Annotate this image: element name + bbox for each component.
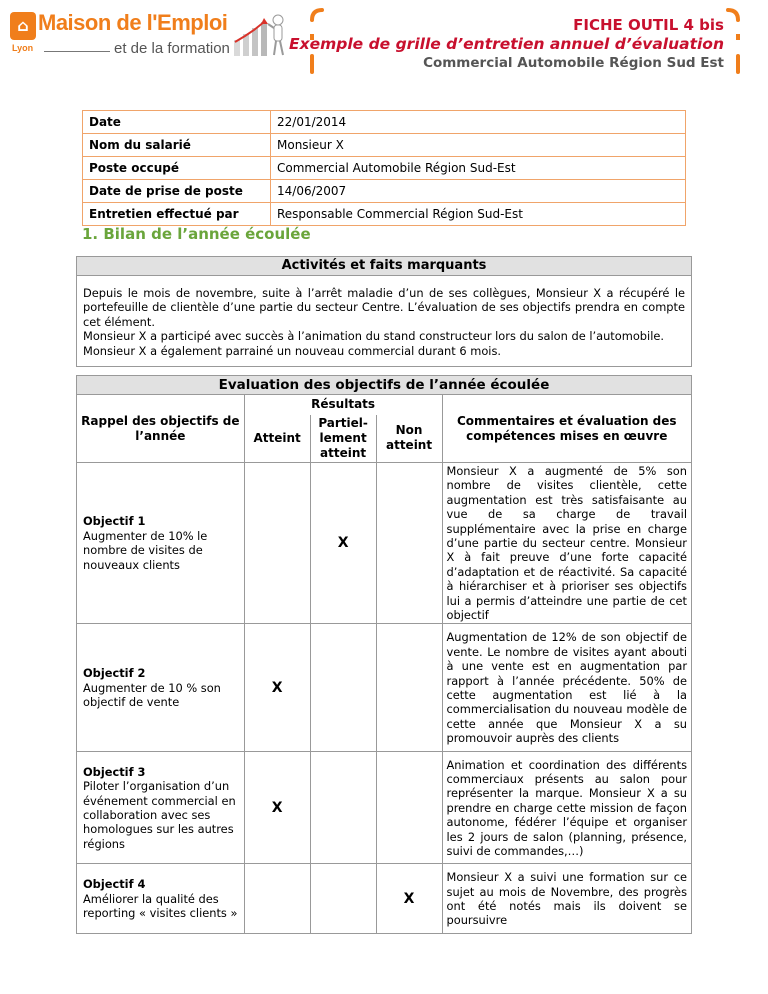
reached-mark bbox=[244, 463, 310, 624]
partial-mark bbox=[310, 624, 376, 752]
reached-mark bbox=[244, 864, 310, 934]
evaluation-heading: Evaluation des objectifs de l’année écoulée bbox=[77, 376, 692, 395]
objective-comment: Animation et coordination des différents commerciaux présents au salon pour représenter la marque. Monsieur X a su prendre en charge cette mission de façon autonome, fédérer l’équipe et organiser les 2 jours de salon (planning, présence, suivi de commandes,…) bbox=[442, 752, 691, 864]
info-label: Date de prise de poste bbox=[83, 180, 271, 203]
not-reached-mark: X bbox=[376, 864, 442, 934]
activities-box bbox=[76, 256, 692, 367]
job-title-heading: Commercial Automobile Région Sud Est bbox=[423, 55, 724, 71]
objective-title: Objectif 3 bbox=[83, 764, 146, 779]
reached-mark: X bbox=[244, 752, 310, 864]
info-row bbox=[83, 203, 686, 226]
objective-row bbox=[77, 463, 692, 624]
info-value: Monsieur X bbox=[271, 134, 686, 157]
document-subtitle: Exemple de grille d’entretien annuel d’évaluation bbox=[289, 35, 724, 53]
objective-description: Augmenter de 10% le nombre de visites de nouveaux clients bbox=[83, 528, 208, 572]
tool-sheet-title: FICHE OUTIL 4 bis bbox=[573, 16, 724, 34]
not-reached-mark bbox=[376, 752, 442, 864]
activities-text bbox=[77, 276, 691, 366]
info-label: Nom du salarié bbox=[83, 134, 271, 157]
house-icon: ⌂ bbox=[10, 12, 36, 40]
info-value: Commercial Automobile Région Sud-Est bbox=[271, 157, 686, 180]
results-column-header: Résultats bbox=[244, 395, 442, 415]
document-title-block bbox=[289, 16, 724, 71]
objective-cell bbox=[77, 752, 245, 864]
objective-row bbox=[77, 624, 692, 752]
objective-title: Objectif 1 bbox=[83, 514, 146, 529]
logo-divider bbox=[44, 51, 110, 52]
activities-heading: Activités et faits marquants bbox=[77, 257, 691, 276]
info-label: Poste occupé bbox=[83, 157, 271, 180]
reached-column-header: Atteint bbox=[244, 415, 310, 463]
logo-subtitle: et de la formation bbox=[114, 40, 230, 57]
section-title: 1. Bilan de l’année écoulée bbox=[82, 225, 311, 243]
info-label: Date bbox=[83, 111, 271, 134]
logo-city: Lyon bbox=[12, 43, 34, 53]
info-value: 22/01/2014 bbox=[271, 111, 686, 134]
objective-comment: Monsieur X a augmenté de 5% son nombre de visites clientèle, cette augmentation est très satisfaisante au vue de sa charge de travail supplémentaire avec la prise en charge d’une partie du secteur centre. Monsieur X à fait preuve d’une forte capacité d’adaptation et de réactivité. Sa capacité à hiérarchiser et à prioriser ses objectifs lui a permis d’atteindre une partie de cet objectif bbox=[442, 463, 691, 624]
maison-emploi-logo bbox=[10, 10, 230, 57]
info-row bbox=[83, 157, 686, 180]
activities-paragraph: Monsieur X a participé avec succès à l’animation du stand constructeur lors du salon de l’automobile. bbox=[83, 329, 665, 344]
info-row bbox=[83, 111, 686, 134]
info-value: Responsable Commercial Région Sud-Est bbox=[271, 203, 686, 226]
growth-chart-icon bbox=[232, 10, 290, 58]
info-value: 14/06/2007 bbox=[271, 180, 686, 203]
activities-paragraph: Depuis le mois de novembre, suite à l’arrêt maladie d’un de ses collègues, Monsieur X a récupéré le portefeuille de clientèle d’une partie du secteur Centre. L’évaluation de ses objectifs prendra en compte cet élément. bbox=[83, 286, 685, 329]
objective-comment: Monsieur X a suivi une formation sur ce sujet au mois de Novembre, des progrès ont été notés mais ils doivent se poursuivre bbox=[442, 864, 691, 934]
info-row bbox=[83, 180, 686, 203]
not-reached-column-header: Non atteint bbox=[376, 415, 442, 463]
objective-title: Objectif 4 bbox=[83, 877, 146, 892]
reached-mark: X bbox=[244, 624, 310, 752]
info-label: Entretien effectué par bbox=[83, 203, 271, 226]
objective-row bbox=[77, 864, 692, 934]
not-reached-mark bbox=[376, 624, 442, 752]
logo-title: Maison de l'Emploi bbox=[38, 10, 228, 35]
partial-column-header: Partiel-lement atteint bbox=[310, 415, 376, 463]
objective-cell bbox=[77, 624, 245, 752]
right-bracket-ornament bbox=[724, 6, 744, 78]
info-row bbox=[83, 134, 686, 157]
activities-paragraph: Monsieur X a également parrainé un nouveau commercial durant 6 mois. bbox=[83, 343, 502, 358]
employee-info-table bbox=[82, 110, 686, 226]
objective-cell bbox=[77, 864, 245, 934]
not-reached-mark bbox=[376, 463, 442, 624]
comments-column-header: Commentaires et évaluation des compétences mises en œuvre bbox=[442, 395, 691, 463]
objective-description: Augmenter de 10 % son objectif de vente bbox=[83, 680, 221, 710]
objective-description: Améliorer la qualité des reporting « visites clients » bbox=[83, 891, 238, 921]
objectives-evaluation-table bbox=[76, 375, 692, 934]
objective-cell bbox=[77, 463, 245, 624]
partial-mark bbox=[310, 752, 376, 864]
partial-mark bbox=[310, 864, 376, 934]
objective-row bbox=[77, 752, 692, 864]
objectives-column-header: Rappel des objectifs de l’année bbox=[77, 395, 245, 463]
objective-title: Objectif 2 bbox=[83, 666, 146, 681]
objective-comment: Augmentation de 12% de son objectif de vente. Le nombre de visites ayant abouti à une vente est en augmentation par rapport à l’année précédente. 50% de cette augmentation est lié à la commercialisation du nouveau modèle de cette année que Monsieur X a su promouvoir auprès des clients bbox=[442, 624, 691, 752]
partial-mark: X bbox=[310, 463, 376, 624]
objective-description: Piloter l’organisation d’un événement commercial en collaboration avec ses homologues sur les autres régions bbox=[83, 779, 236, 851]
